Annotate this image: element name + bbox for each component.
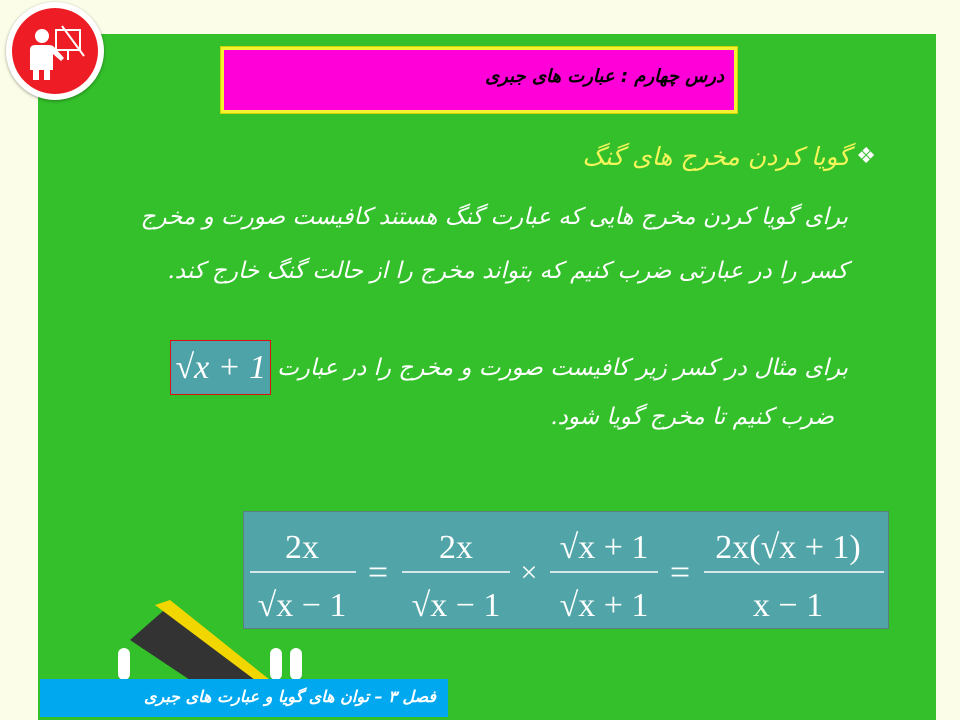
example-line-1 <box>170 340 848 395</box>
example-text-1: برای مثال در کسر زیر کافیست صورت و مخرج را در عبارت <box>277 354 848 381</box>
diamond-bullet-icon: ❖ <box>856 143 876 169</box>
term4-denominator: x − 1 <box>752 587 824 624</box>
teacher-badge <box>6 2 104 100</box>
term3-numerator: √x + 1 <box>559 529 649 566</box>
rationalizing-equation <box>244 512 890 630</box>
lesson-title: درس چهارم : عبارت های جبری <box>485 66 724 87</box>
term2-numerator: 2x <box>439 529 473 566</box>
section-heading-row <box>582 142 876 171</box>
times-sign: × <box>520 556 538 589</box>
term2-denominator: √x − 1 <box>411 587 501 624</box>
conjugate-expression: √x + 1 <box>170 340 271 395</box>
chapter-footer <box>40 679 448 717</box>
term4-numerator: 2x(√x + 1) <box>715 529 861 566</box>
section-heading: گویا کردن مخرج های گنگ <box>582 142 851 171</box>
term1-denominator: √x − 1 <box>257 587 347 624</box>
chapter-footer-text: فصل ۳ – توان های گویا و عبارت های جبری <box>143 687 436 706</box>
teacher-icon <box>12 8 98 94</box>
term1-numerator: 2x <box>285 529 319 566</box>
equals-sign-1: = <box>367 552 389 592</box>
example-line-2: ضرب کنیم تا مخرج گویا شود. <box>550 404 834 430</box>
lesson-title-box <box>221 47 737 113</box>
term3-denominator: √x + 1 <box>559 587 649 624</box>
equals-sign-2: = <box>669 552 691 592</box>
pencil-decoration <box>110 600 340 680</box>
explanation-paragraph: برای گویا کردن مخرج هایی که عبارت گنگ هستند کافیست صورت و مخرج کسر را در عبارتی ضرب کنیم که بتواند مخرج را از حالت گنگ خارج کند. <box>140 204 848 284</box>
